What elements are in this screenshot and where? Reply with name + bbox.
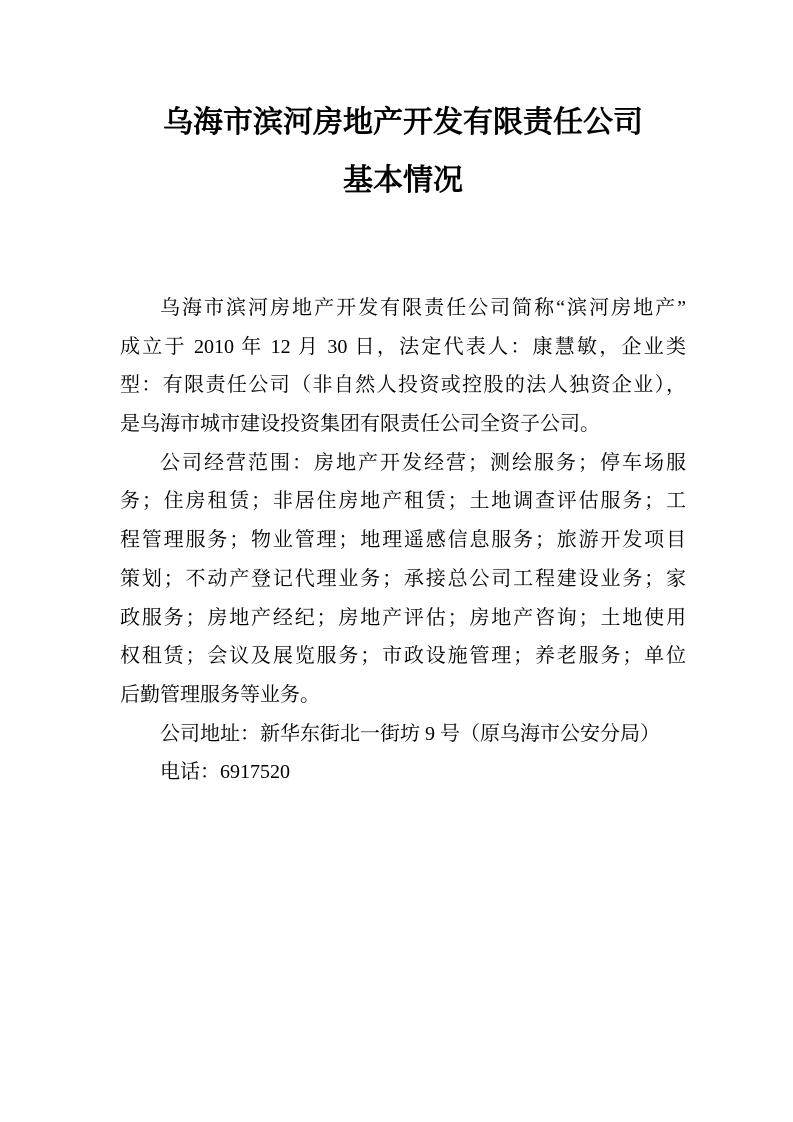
body-line: 程管理服务；物业管理；地理遥感信息服务；旅游开发项目 xyxy=(120,529,686,552)
company-address-line: 公司地址：新华东街北一街坊 9 号（原乌海市公安分局） xyxy=(160,722,660,745)
document-subtitle: 基本情况 xyxy=(343,164,463,197)
body-line: 乌海市滨河房地产开发有限责任公司简称“滨河房地产” xyxy=(160,297,686,319)
body-line: 公司经营范围：房地产开发经营；测绘服务；停车场服 xyxy=(160,451,686,474)
body-line: 权租赁；会议及展览服务；市政设施管理；养老服务；单位 xyxy=(120,645,686,668)
body-line: 务；住房租赁；非居住房地产租赁；土地调查评估服务；工 xyxy=(120,490,686,513)
body-line: 后勤管理服务等业务。 xyxy=(120,683,320,706)
body-line: 成立于 2010 年 12 月 30 日，法定代表人：康慧敏，企业类 xyxy=(120,335,686,358)
document-title: 乌海市滨河房地产开发有限责任公司 xyxy=(163,106,643,139)
body-line: 政服务；房地产经纪；房地产评估；房地产咨询；土地使用 xyxy=(120,606,686,629)
company-phone-line: 电话：6917520 xyxy=(160,761,290,784)
body-line: 是乌海市城市建设投资集团有限责任公司全资子公司。 xyxy=(120,413,600,436)
document-body xyxy=(120,289,686,792)
body-line: 策划；不动产登记代理业务；承接总公司工程建设业务；家 xyxy=(120,567,686,590)
body-line: 型：有限责任公司（非自然人投资或控股的法人独资企业）， xyxy=(120,374,686,397)
